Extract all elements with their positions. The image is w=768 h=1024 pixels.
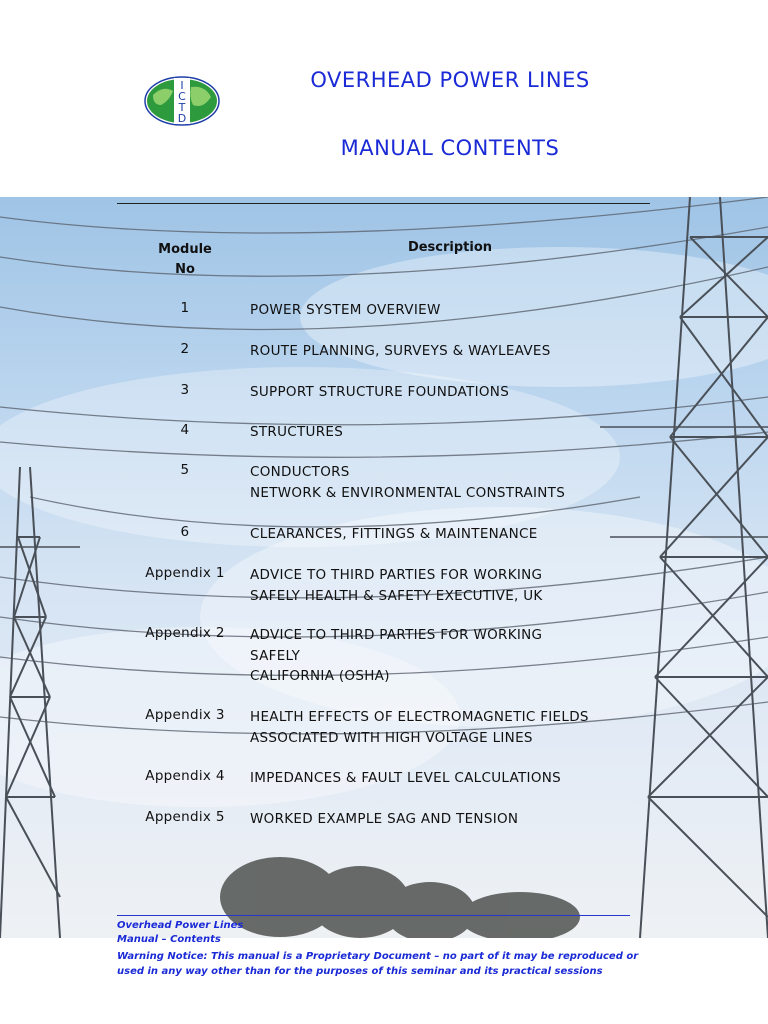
module-number: Appendix 4 [145, 768, 225, 784]
module-description [250, 768, 660, 789]
module-header-line2: No [175, 262, 195, 277]
description-line: ASSOCIATED WITH HIGH VOLTAGE LINES [250, 729, 533, 746]
module-description [250, 524, 660, 545]
module-number: Appendix 1 [145, 565, 225, 581]
description-line: IMPEDANCES & FAULT LEVEL CALCULATIONS [250, 770, 562, 786]
module-description [250, 809, 660, 830]
footer-warning-line1: Warning Notice: This manual is a Proprietary Document – no part of it may be reproduced or [117, 951, 639, 962]
logo-letter-t: T [178, 101, 186, 114]
footer-document-title: Overhead Power Lines [117, 920, 244, 931]
module-header-line1: Module [158, 242, 212, 257]
description-column-header: Description [407, 240, 493, 255]
header-divider [117, 203, 650, 204]
module-number: 1 [180, 300, 190, 316]
module-description [250, 300, 660, 321]
document-title: OVERHEAD POWER LINES [310, 68, 590, 92]
description-line: SUPPORT STRUCTURE FOUNDATIONS [250, 384, 510, 400]
module-number: Appendix 3 [145, 707, 225, 723]
module-number: Appendix 2 [145, 625, 225, 641]
ictd-logo [143, 75, 221, 127]
description-line: POWER SYSTEM OVERVIEW [250, 302, 441, 318]
module-number: Appendix 5 [145, 809, 225, 825]
module-description [250, 462, 660, 503]
module-number: 3 [180, 382, 190, 398]
description-line: CALIFORNIA (OSHA) [250, 668, 390, 684]
footer-divider [117, 915, 630, 916]
description-line: CONDUCTORS [250, 464, 350, 480]
logo-letter-d: D [177, 112, 187, 125]
document-subtitle: MANUAL CONTENTS [340, 136, 560, 160]
description-line: ADVICE TO THIRD PARTIES FOR WORKING [250, 627, 543, 643]
module-column-header [150, 240, 220, 280]
module-description [250, 341, 660, 362]
module-description [250, 382, 660, 403]
description-line: ROUTE PLANNING, SURVEYS & WAYLEAVES [250, 343, 551, 359]
logo-letter-i: I [180, 79, 184, 92]
description-line: HEALTH EFFECTS OF ELECTROMAGNETIC FIELDS [250, 709, 589, 725]
module-number: 5 [180, 462, 190, 478]
footer-section: Manual – Contents [117, 934, 221, 945]
description-line: SAFELY [250, 647, 301, 664]
description-line: ADVICE TO THIRD PARTIES FOR WORKING [250, 567, 543, 583]
module-description [250, 625, 660, 687]
module-description [250, 422, 660, 443]
description-line: CLEARANCES, FITTINGS & MAINTENANCE [250, 526, 538, 542]
module-number: 2 [180, 341, 190, 357]
logo-letter-c: C [178, 90, 186, 103]
module-description [250, 707, 660, 748]
module-description [250, 565, 660, 606]
description-line: SAFELY HEALTH & SAFETY EXECUTIVE, UK [250, 587, 543, 604]
description-line: WORKED EXAMPLE SAG AND TENSION [250, 811, 519, 827]
module-number: 6 [180, 524, 190, 540]
description-line: STRUCTURES [250, 424, 344, 440]
footer-warning-line2: used in any way other than for the purposes of this seminar and its practical sessions [117, 966, 603, 977]
description-line: NETWORK & ENVIRONMENTAL CONSTRAINTS [250, 484, 566, 501]
module-number: 4 [180, 422, 190, 438]
